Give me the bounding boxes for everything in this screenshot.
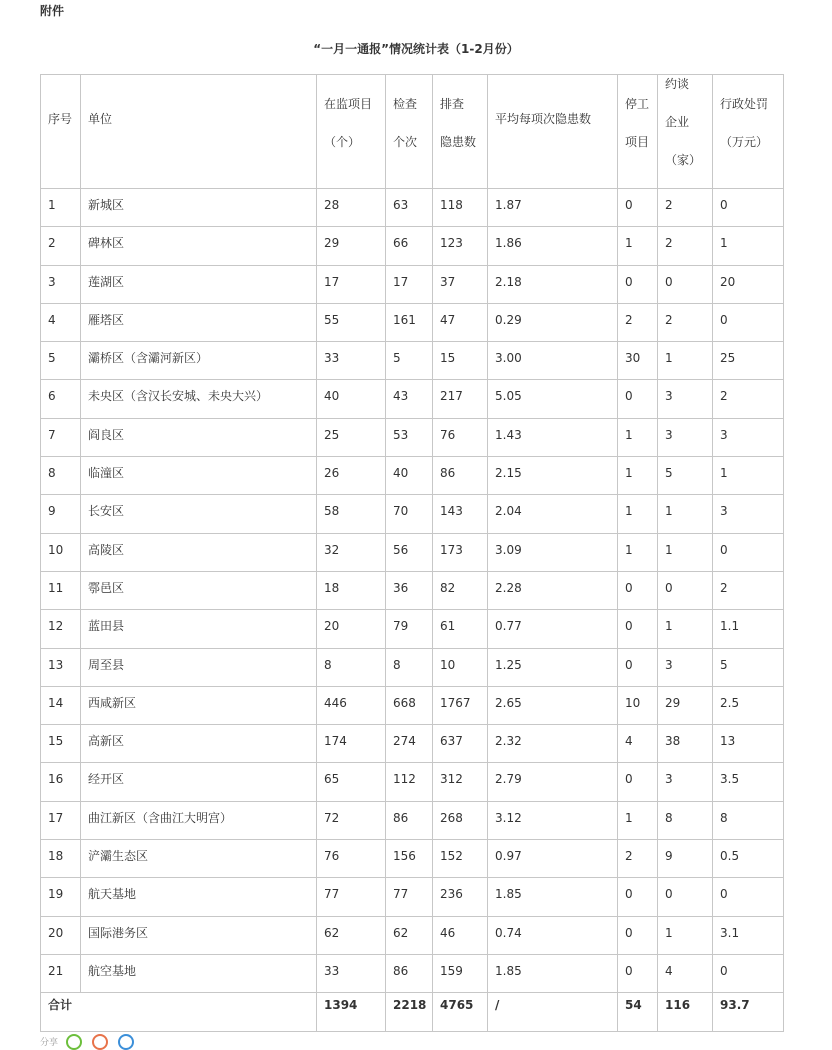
table-cell: 79 — [386, 610, 433, 648]
table-cell: 3 — [658, 763, 713, 801]
table-cell: 5 — [658, 457, 713, 495]
column-header — [488, 75, 618, 189]
table-cell: 2 — [41, 227, 81, 265]
table-cell: 152 — [433, 840, 488, 878]
qzone-share-icon[interactable] — [118, 1034, 134, 1050]
table-cell: 2.18 — [488, 265, 618, 303]
table-cell: 2 — [713, 571, 784, 609]
table-cell: 1.86 — [488, 227, 618, 265]
table-row — [41, 533, 784, 571]
table-cell: 0 — [618, 763, 658, 801]
column-header-text: 个次 — [393, 135, 418, 149]
table-cell: 28 — [317, 189, 386, 227]
table-cell: 0 — [658, 265, 713, 303]
table-cell: 1 — [658, 495, 713, 533]
table-cell: 9 — [41, 495, 81, 533]
table-cell: 0.29 — [488, 303, 618, 341]
column-header-text — [625, 114, 650, 133]
table-cell: 1 — [618, 495, 658, 533]
table-cell: 3 — [658, 648, 713, 686]
table-cell: 17 — [317, 265, 386, 303]
column-header-text — [720, 114, 776, 133]
table-cell: 国际港务区 — [81, 916, 317, 954]
table-cell: 8 — [658, 801, 713, 839]
table-cell: 118 — [433, 189, 488, 227]
table-cell: 20 — [713, 265, 784, 303]
total-cell: 1394 — [317, 993, 386, 1032]
table-cell: 13 — [713, 725, 784, 763]
table-cell: 2 — [618, 840, 658, 878]
table-cell: 8 — [386, 648, 433, 686]
table-cell: 1 — [618, 533, 658, 571]
column-header — [433, 75, 488, 189]
table-cell: 56 — [386, 533, 433, 571]
table-cell: 21 — [41, 954, 81, 992]
table-cell: 161 — [386, 303, 433, 341]
table-row — [41, 610, 784, 648]
table-cell: 40 — [317, 380, 386, 418]
table-cell: 25 — [713, 342, 784, 380]
table-cell: 0 — [713, 878, 784, 916]
table-cell: 26 — [317, 457, 386, 495]
table-row — [41, 648, 784, 686]
table-cell: 40 — [386, 457, 433, 495]
column-header-text: （家） — [665, 153, 702, 167]
table-cell: 446 — [317, 686, 386, 724]
table-cell: 55 — [317, 303, 386, 341]
table-cell: 航空基地 — [81, 954, 317, 992]
table-cell: 173 — [433, 533, 488, 571]
table-cell: 2.15 — [488, 457, 618, 495]
table-cell: 17 — [41, 801, 81, 839]
table-cell: 30 — [618, 342, 658, 380]
table-cell: 62 — [386, 916, 433, 954]
table-cell: 0 — [713, 533, 784, 571]
table-cell: 76 — [433, 418, 488, 456]
table-cell: 鄠邑区 — [81, 571, 317, 609]
table-cell: 航天基地 — [81, 878, 317, 916]
table-cell: 5 — [386, 342, 433, 380]
table-row — [41, 725, 784, 763]
table-row — [41, 227, 784, 265]
table-row — [41, 954, 784, 992]
column-header-text: 序号 — [48, 112, 73, 126]
table-cell: 33 — [317, 954, 386, 992]
table-cell: 西咸新区 — [81, 686, 317, 724]
table-cell: 2 — [658, 189, 713, 227]
table-row — [41, 686, 784, 724]
wechat-share-icon[interactable] — [66, 1034, 82, 1050]
table-cell: 13 — [41, 648, 81, 686]
table-cell: 0 — [618, 648, 658, 686]
table-cell: 4 — [41, 303, 81, 341]
column-header-text: 项目 — [625, 135, 650, 149]
table-cell: 3 — [713, 495, 784, 533]
table-cell: 86 — [386, 954, 433, 992]
table-cell: 15 — [41, 725, 81, 763]
table-cell: 274 — [386, 725, 433, 763]
table-cell: 曲江新区（含曲江大明宫） — [81, 801, 317, 839]
table-cell: 1 — [618, 457, 658, 495]
table-cell: 25 — [317, 418, 386, 456]
table-cell: 1.43 — [488, 418, 618, 456]
column-header — [386, 75, 433, 189]
table-cell: 0 — [618, 189, 658, 227]
table-cell: 未央区（含汉长安城、未央大兴） — [81, 380, 317, 418]
table-cell: 莲湖区 — [81, 265, 317, 303]
table-cell: 1.25 — [488, 648, 618, 686]
table-cell: 浐灞生态区 — [81, 840, 317, 878]
table-cell: 1 — [713, 457, 784, 495]
column-header-text: 在监项目 — [324, 97, 373, 111]
table-cell: 4 — [658, 954, 713, 992]
table-cell: 临潼区 — [81, 457, 317, 495]
table-cell: 碑林区 — [81, 227, 317, 265]
column-header-text — [665, 132, 705, 151]
table-cell: 312 — [433, 763, 488, 801]
table-cell: 1 — [41, 189, 81, 227]
table-row — [41, 418, 784, 456]
table-cell: 1 — [713, 227, 784, 265]
table-cell: 29 — [317, 227, 386, 265]
table-cell: 2.79 — [488, 763, 618, 801]
table-cell: 268 — [433, 801, 488, 839]
table-cell: 1 — [658, 916, 713, 954]
table-cell: 1767 — [433, 686, 488, 724]
table-cell: 0 — [713, 954, 784, 992]
column-header — [713, 75, 784, 189]
table-cell: 10 — [41, 533, 81, 571]
table-cell: 2 — [658, 227, 713, 265]
table-cell: 1 — [618, 227, 658, 265]
total-cell: 93.7 — [713, 993, 784, 1032]
weibo-share-icon[interactable] — [92, 1034, 108, 1050]
table-cell: 174 — [317, 725, 386, 763]
total-cell: 116 — [658, 993, 713, 1032]
table-cell: 15 — [433, 342, 488, 380]
table-row — [41, 457, 784, 495]
total-label: 合计 — [41, 993, 317, 1032]
table-cell: 1 — [658, 533, 713, 571]
table-cell: 2 — [618, 303, 658, 341]
table-cell: 20 — [317, 610, 386, 648]
total-cell: 2218 — [386, 993, 433, 1032]
table-cell: 37 — [433, 265, 488, 303]
table-cell: 0 — [618, 878, 658, 916]
column-header-text: 单位 — [88, 112, 113, 126]
table-cell: 66 — [386, 227, 433, 265]
table-cell: 3 — [41, 265, 81, 303]
column-header-text — [393, 114, 425, 133]
table-cell: 8 — [41, 457, 81, 495]
table-cell: 18 — [317, 571, 386, 609]
table-cell: 5 — [41, 342, 81, 380]
table-cell: 0 — [618, 954, 658, 992]
table-cell: 20 — [41, 916, 81, 954]
table-cell: 5 — [713, 648, 784, 686]
table-row — [41, 840, 784, 878]
table-cell: 高陵区 — [81, 533, 317, 571]
table-cell: 76 — [317, 840, 386, 878]
table-cell: 14 — [41, 686, 81, 724]
table-cell: 1.87 — [488, 189, 618, 227]
table-cell: 2.32 — [488, 725, 618, 763]
table-cell: 32 — [317, 533, 386, 571]
table-cell: 33 — [317, 342, 386, 380]
table-cell: 0 — [658, 878, 713, 916]
table-cell: 2 — [713, 380, 784, 418]
table-cell: 10 — [433, 648, 488, 686]
column-header-text: （万元） — [720, 135, 769, 149]
table-cell: 长安区 — [81, 495, 317, 533]
table-cell: 65 — [317, 763, 386, 801]
column-header-text: 检查 — [393, 97, 418, 111]
table-cell: 0 — [618, 571, 658, 609]
table-cell: 217 — [433, 380, 488, 418]
column-header-text: 约谈 — [665, 77, 690, 91]
table-row — [41, 495, 784, 533]
table-cell: 2.5 — [713, 686, 784, 724]
table-cell: 2.28 — [488, 571, 618, 609]
table-cell: 16 — [41, 763, 81, 801]
table-cell: 0 — [618, 610, 658, 648]
table-cell: 61 — [433, 610, 488, 648]
statistics-table — [40, 74, 784, 1032]
column-header-text: （个） — [324, 135, 361, 149]
table-cell: 0 — [713, 303, 784, 341]
table-cell: 高新区 — [81, 725, 317, 763]
table-cell: 1.1 — [713, 610, 784, 648]
table-cell: 2.04 — [488, 495, 618, 533]
table-cell: 156 — [386, 840, 433, 878]
table-cell: 1 — [618, 418, 658, 456]
table-cell: 58 — [317, 495, 386, 533]
table-row — [41, 763, 784, 801]
table-cell: 123 — [433, 227, 488, 265]
column-header-text: 平均每项次隐患数 — [495, 112, 592, 126]
table-row — [41, 571, 784, 609]
column-header — [618, 75, 658, 189]
total-cell: / — [488, 993, 618, 1032]
table-cell: 0.97 — [488, 840, 618, 878]
table-cell: 143 — [433, 495, 488, 533]
table-cell: 36 — [386, 571, 433, 609]
table-cell: 70 — [386, 495, 433, 533]
table-cell: 637 — [433, 725, 488, 763]
header-row — [41, 75, 784, 189]
table-cell: 新城区 — [81, 189, 317, 227]
total-cell: 4765 — [433, 993, 488, 1032]
table-row — [41, 189, 784, 227]
column-header — [81, 75, 317, 189]
table-cell: 3 — [658, 418, 713, 456]
total-row — [41, 993, 784, 1032]
column-header-text: 隐患数 — [440, 135, 477, 149]
table-cell: 86 — [433, 457, 488, 495]
table-cell: 2.65 — [488, 686, 618, 724]
table-cell: 1.85 — [488, 878, 618, 916]
table-cell: 1 — [658, 610, 713, 648]
table-cell: 19 — [41, 878, 81, 916]
table-cell: 668 — [386, 686, 433, 724]
table-cell: 9 — [658, 840, 713, 878]
table-cell: 3 — [713, 418, 784, 456]
table-body — [41, 189, 784, 1032]
table-cell: 蓝田县 — [81, 610, 317, 648]
table-cell: 8 — [317, 648, 386, 686]
table-row — [41, 342, 784, 380]
table-cell: 周至县 — [81, 648, 317, 686]
table-cell: 43 — [386, 380, 433, 418]
column-header-text — [665, 94, 705, 113]
column-header-text: 行政处罚 — [720, 97, 769, 111]
table-cell: 47 — [433, 303, 488, 341]
table-cell: 0.77 — [488, 610, 618, 648]
table-cell: 8 — [713, 801, 784, 839]
table-cell: 经开区 — [81, 763, 317, 801]
share-bar — [40, 1034, 140, 1048]
table-cell: 159 — [433, 954, 488, 992]
table-row — [41, 916, 784, 954]
table-cell: 46 — [433, 916, 488, 954]
table-row — [41, 801, 784, 839]
column-header — [658, 75, 713, 189]
table-cell: 11 — [41, 571, 81, 609]
table-cell: 3.5 — [713, 763, 784, 801]
table-cell: 1 — [618, 801, 658, 839]
table-cell: 灞桥区（含灞河新区） — [81, 342, 317, 380]
table-cell: 82 — [433, 571, 488, 609]
table-cell: 雁塔区 — [81, 303, 317, 341]
column-header-text — [440, 114, 480, 133]
table-row — [41, 265, 784, 303]
column-header-text: 停工 — [625, 97, 650, 111]
table-title: “一月一通报”情况统计表（1-2月份） — [313, 42, 519, 56]
table-cell: 86 — [386, 801, 433, 839]
column-header-text — [324, 114, 378, 133]
table-cell: 72 — [317, 801, 386, 839]
table-cell: 0 — [658, 571, 713, 609]
column-header — [317, 75, 386, 189]
table-row — [41, 380, 784, 418]
table-cell: 62 — [317, 916, 386, 954]
table-cell: 77 — [317, 878, 386, 916]
table-cell: 5.05 — [488, 380, 618, 418]
table-cell: 6 — [41, 380, 81, 418]
table-cell: 3.00 — [488, 342, 618, 380]
table-cell: 53 — [386, 418, 433, 456]
table-cell: 236 — [433, 878, 488, 916]
table-cell: 17 — [386, 265, 433, 303]
table-row — [41, 878, 784, 916]
table-cell: 7 — [41, 418, 81, 456]
table-cell: 3.1 — [713, 916, 784, 954]
column-header-text: 排查 — [440, 97, 465, 111]
table-cell: 18 — [41, 840, 81, 878]
column-header — [41, 75, 81, 189]
table-cell: 12 — [41, 610, 81, 648]
table-cell: 1 — [658, 342, 713, 380]
table-cell: 1.85 — [488, 954, 618, 992]
table-row — [41, 303, 784, 341]
table-cell: 0.74 — [488, 916, 618, 954]
table-cell: 3 — [658, 380, 713, 418]
attachment-label: 附件 — [40, 4, 65, 18]
column-header-text: 企业 — [665, 115, 690, 129]
table-cell: 63 — [386, 189, 433, 227]
table-cell: 0 — [618, 916, 658, 954]
table-cell: 阎良区 — [81, 418, 317, 456]
table-cell: 3.09 — [488, 533, 618, 571]
table-cell: 38 — [658, 725, 713, 763]
table-cell: 2 — [658, 303, 713, 341]
table-cell: 29 — [658, 686, 713, 724]
table-cell: 10 — [618, 686, 658, 724]
share-label: 分享 — [40, 1038, 59, 1048]
table-cell: 0 — [713, 189, 784, 227]
table-cell: 0 — [618, 380, 658, 418]
table-cell: 77 — [386, 878, 433, 916]
table-cell: 0 — [618, 265, 658, 303]
table-cell: 3.12 — [488, 801, 618, 839]
table-cell: 112 — [386, 763, 433, 801]
total-cell: 54 — [618, 993, 658, 1032]
table-cell: 4 — [618, 725, 658, 763]
table-cell: 0.5 — [713, 840, 784, 878]
